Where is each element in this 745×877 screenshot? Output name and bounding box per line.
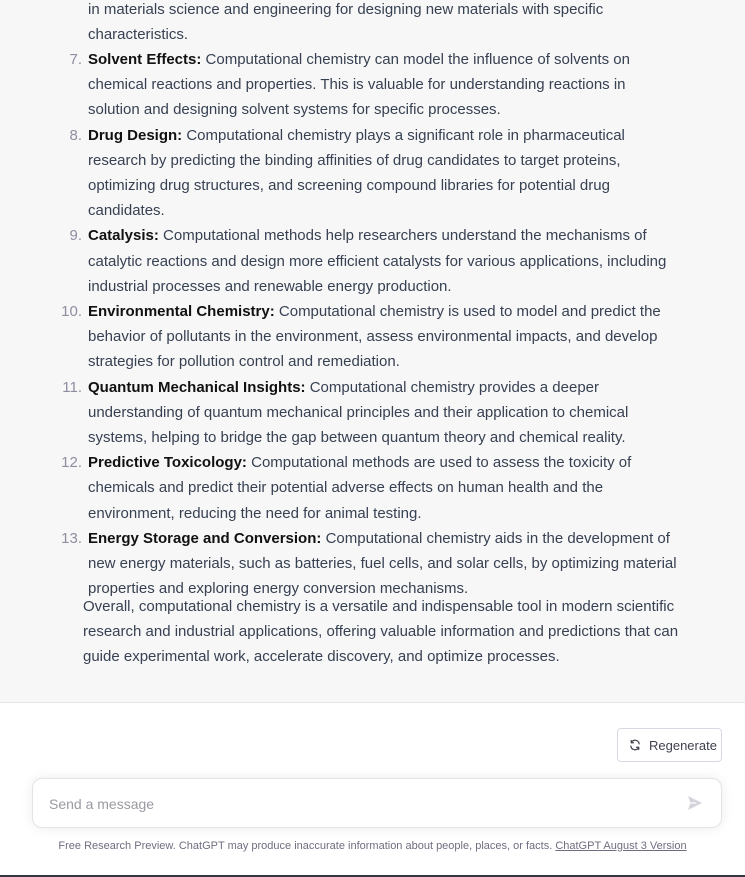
list-item (50, 223, 678, 299)
list-item-number: 10. (61, 303, 82, 321)
list-item-title: Drug Design: (88, 126, 183, 144)
list-item-number: 7. (69, 51, 82, 68)
list-item-title: Energy Storage and Conversion: (88, 529, 322, 547)
list-item-title: Quantum Mechanical Insights: (88, 378, 306, 396)
list-item (50, 375, 678, 451)
footer-disclaimer (0, 840, 745, 852)
message-composer (32, 778, 722, 828)
disclaimer-text: Free Research Preview. ChatGPT may produce inaccurate information about people, places, or facts. (58, 840, 553, 852)
list-item-text: Computational chemistry can model the influence of solvents on chemical reactions and properties. This is valuable for understanding reactions in solution and designing solvent systems for specific processes. (88, 51, 630, 119)
list-item (50, 123, 678, 224)
list-item-number: 9. (69, 227, 82, 245)
continued-text (88, 0, 688, 47)
list-item-title: Catalysis: (88, 227, 159, 245)
continued-text-line: in materials science and engineering for designing new materials with specific (88, 1, 604, 18)
refresh-icon (629, 739, 641, 751)
list-item (50, 47, 678, 123)
list-item (50, 299, 678, 375)
summary-paragraph: Overall, computational chemistry is a versatile and indispensable tool in modern scientific research and industrial applications, offering valuable information and predictions that can guide experimental work, accelerate discovery, and optimize processes. (83, 598, 679, 666)
numbered-list (50, 47, 690, 601)
list-item-title: Solvent Effects: (88, 51, 202, 68)
list-item-text: Computational chemistry provides a deeper understanding of quantum mechanical principles and their application to chemical systems, helping to bridge the gap between quantum theory and chemical reality. (88, 378, 629, 447)
list-item (50, 450, 678, 526)
list-item-number: 8. (69, 126, 82, 144)
send-icon[interactable] (685, 793, 705, 813)
list-item-number: 11. (62, 378, 82, 396)
list-item-text: Computational chemistry aids in the development of new energy materials, such as batteries, fuel cells, and solar cells, by optimizing material properties and exploring energy conversion mechanisms. (88, 529, 677, 598)
list-item-text: Computational methods are used to assess the toxicity of chemicals and predict their potential adverse effects on human health and the environment, reducing the need for animal testing. (88, 454, 632, 522)
list-item-title: Environmental Chemistry: (88, 303, 275, 321)
regenerate-button[interactable] (617, 728, 722, 762)
list-item (50, 526, 678, 602)
list-item-title: Predictive Toxicology: (88, 454, 247, 472)
list-item-text: Computational chemistry plays a significant role in pharmaceutical research by predicting the binding affinities of drug candidates to target proteins, optimizing drug structures, and screening compound libraries for potential drug candidates. (88, 126, 625, 220)
message-input[interactable] (47, 790, 661, 818)
regenerate-button-label: Regenerate (649, 737, 717, 753)
list-item-text: Computational chemistry is used to model and predict the behavior of pollutants in the environment, assess environmental impacts, and develop strategies for pollution control and remediation. (88, 303, 661, 371)
list-item-number: 12. (61, 454, 82, 472)
version-link[interactable]: ChatGPT August 3 Version (555, 840, 687, 852)
list-item-number: 13. (61, 529, 82, 547)
list-item-text: Computational methods help researchers understand the mechanisms of catalytic reactions and design more efficient catalysts for various applications, including industrial processes and renewable energy production. (88, 227, 667, 295)
continued-text-line: characteristics. (88, 26, 189, 44)
